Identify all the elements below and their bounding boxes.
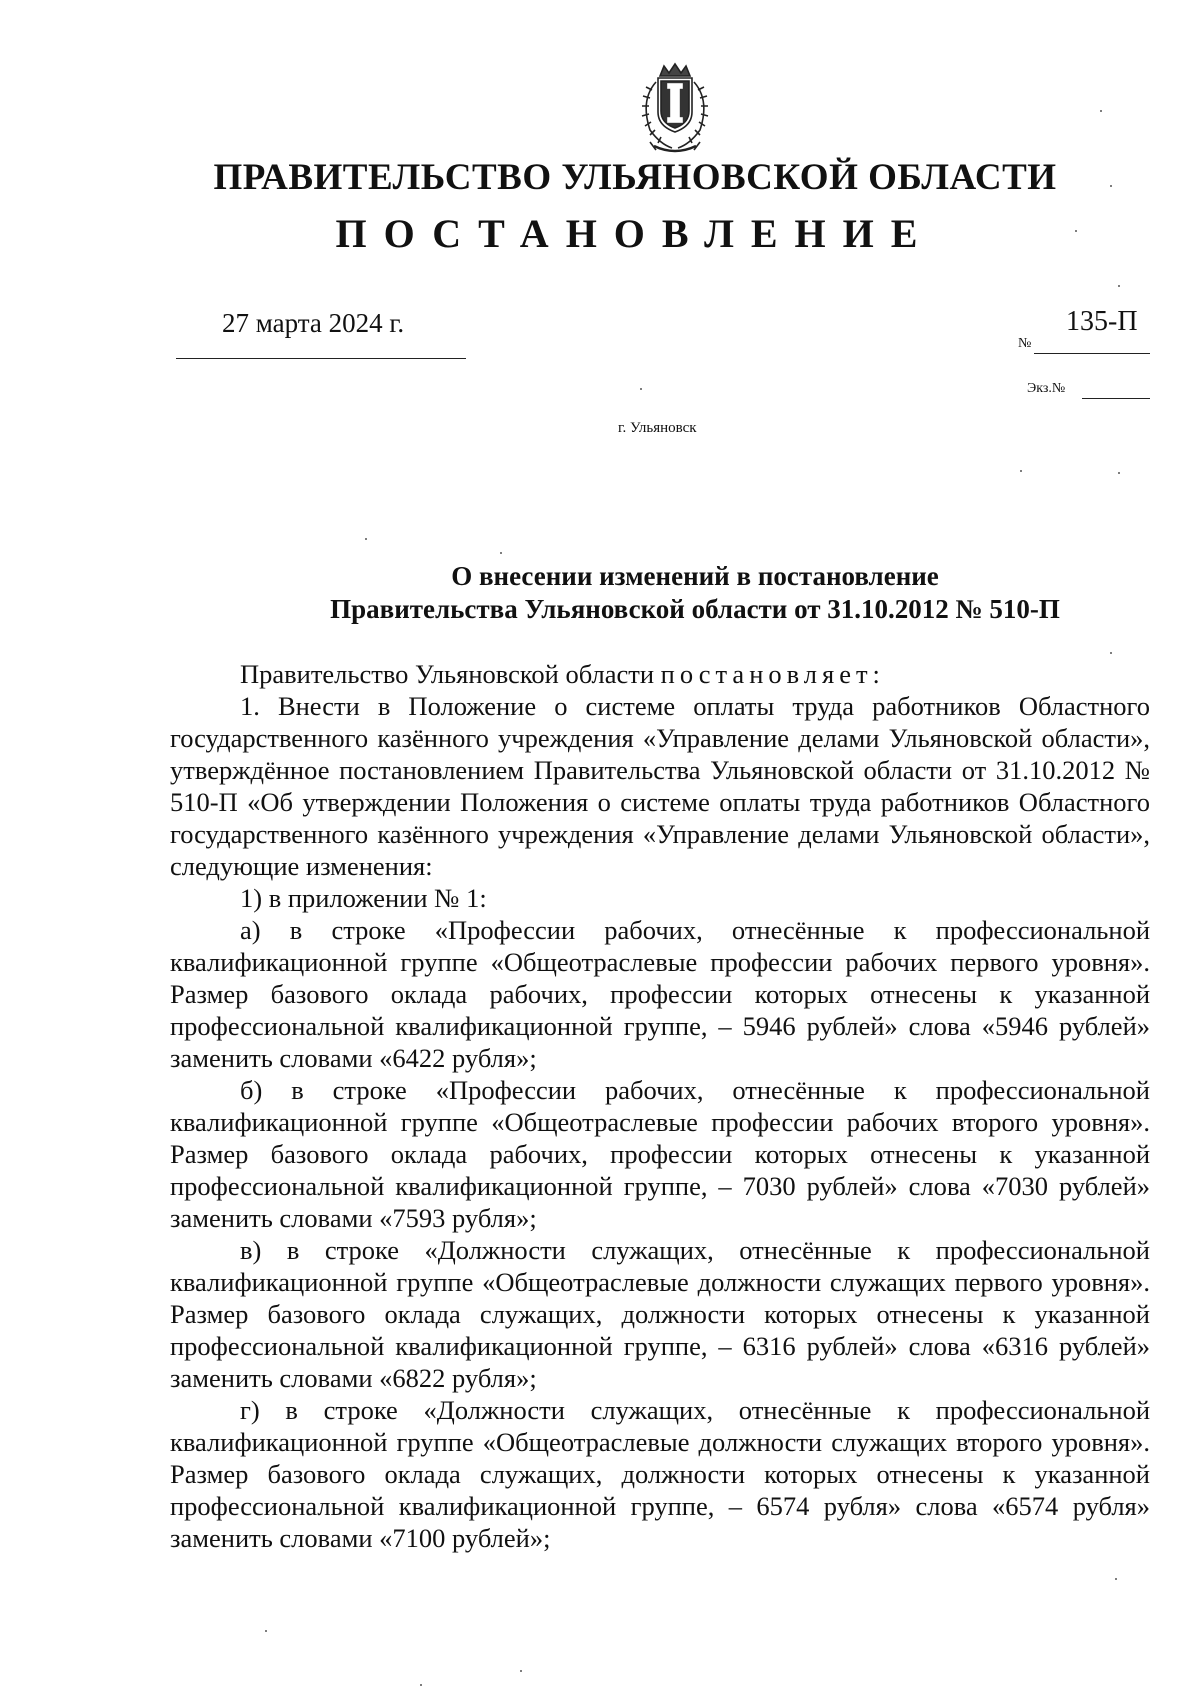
intro-prefix: Правительство Ульяновской области — [240, 659, 661, 689]
document-date: 27 марта 2024 г. — [222, 308, 405, 338]
subparagraph-g: г) в строке «Должности служащих, отнесённые к профессиональной квалификационной группе «Общеотраслевые должности служащих второго уровня». Размер базового оклада служащих, должности которых отнесены к указанной профессиональной квалификационной группе, – 6574 рубля» слова «6574 рубля» заменить словами «7100 рублей»; — [170, 1395, 1150, 1553]
scan-speck — [520, 1670, 522, 1672]
title-line-1: О внесении изменений в постановление — [451, 561, 939, 591]
intro-paragraph — [170, 658, 1150, 690]
number-label: № — [1018, 336, 1032, 351]
document-body — [170, 658, 1150, 1554]
scan-speck — [1115, 1578, 1117, 1580]
intro-verb: постановляет: — [660, 659, 885, 689]
scan-speck — [1110, 185, 1112, 187]
scan-speck — [1075, 230, 1077, 232]
number-underline — [1034, 353, 1150, 354]
scan-speck — [1118, 285, 1120, 287]
copy-number-label: Экз.№ — [1027, 381, 1066, 396]
scan-speck — [1020, 470, 1022, 472]
scan-speck — [1118, 472, 1120, 474]
document-number: 135-П — [1066, 306, 1138, 337]
scan-speck — [640, 388, 642, 390]
paragraph-1-appendix: 1) в приложении № 1: — [240, 883, 487, 913]
copy-number-underline — [1082, 398, 1150, 399]
city: г. Ульяновск — [618, 420, 697, 436]
document-title — [170, 560, 1150, 626]
scan-speck — [1110, 652, 1112, 654]
date-underline — [176, 358, 466, 359]
scan-speck — [365, 538, 367, 540]
government-name: ПРАВИТЕЛЬСТВО УЛЬЯНОВСКОЙ ОБЛАСТИ — [213, 157, 1057, 198]
scan-speck — [500, 552, 502, 554]
subparagraph-a: а) в строке «Профессии рабочих, отнесённые к профессиональной квалификационной группе «Общеотраслевые профессии рабочих первого уровня». Размер базового оклада рабочих, профессии которых отнесены к указанной профессиональной квалификационной группе, – 5946 рублей» слова «5946 рублей» заменить словами «6422 рубля»; — [170, 915, 1150, 1073]
document-type: ПОСТАНОВЛЕНИЕ — [335, 211, 935, 256]
scan-speck — [265, 1630, 267, 1632]
title-line-2: Правительства Ульяновской области от 31.10.2012 № 510-П — [330, 594, 1060, 624]
paragraph-1: 1. Внести в Положение о системе оплаты труда работников Областного государственного казённого учреждения «Управление делами Ульяновской области», утверждённое постановлением Правительства Ульяновской области от 31.10.2012 № 510-П «Об утверждении Положения о системе оплаты труда работников Областного государственного казённого учреждения «Управление делами Ульяновской области», следующие изменения: — [170, 691, 1150, 881]
subparagraph-v: в) в строке «Должности служащих, отнесённые к профессиональной квалификационной группе «Общеотраслевые должности служащих первого уровня». Размер базового оклада служащих, должности которых отнесены к указанной профессиональной квалификационной группе, – 6316 рублей» слова «6316 рублей» заменить словами «6822 рубля»; — [170, 1235, 1150, 1393]
subparagraph-b: б) в строке «Профессии рабочих, отнесённые к профессиональной квалификационной группе «Общеотраслевые профессии рабочих второго уровня». Размер базового оклада рабочих, профессии которых отнесены к указанной профессиональной квалификационной группе, – 7030 рублей» слова «7030 рублей» заменить словами «7593 рубля»; — [170, 1075, 1150, 1233]
coat-of-arms-emblem — [610, 60, 740, 160]
scan-speck — [420, 1684, 422, 1686]
scan-speck — [1100, 110, 1102, 112]
